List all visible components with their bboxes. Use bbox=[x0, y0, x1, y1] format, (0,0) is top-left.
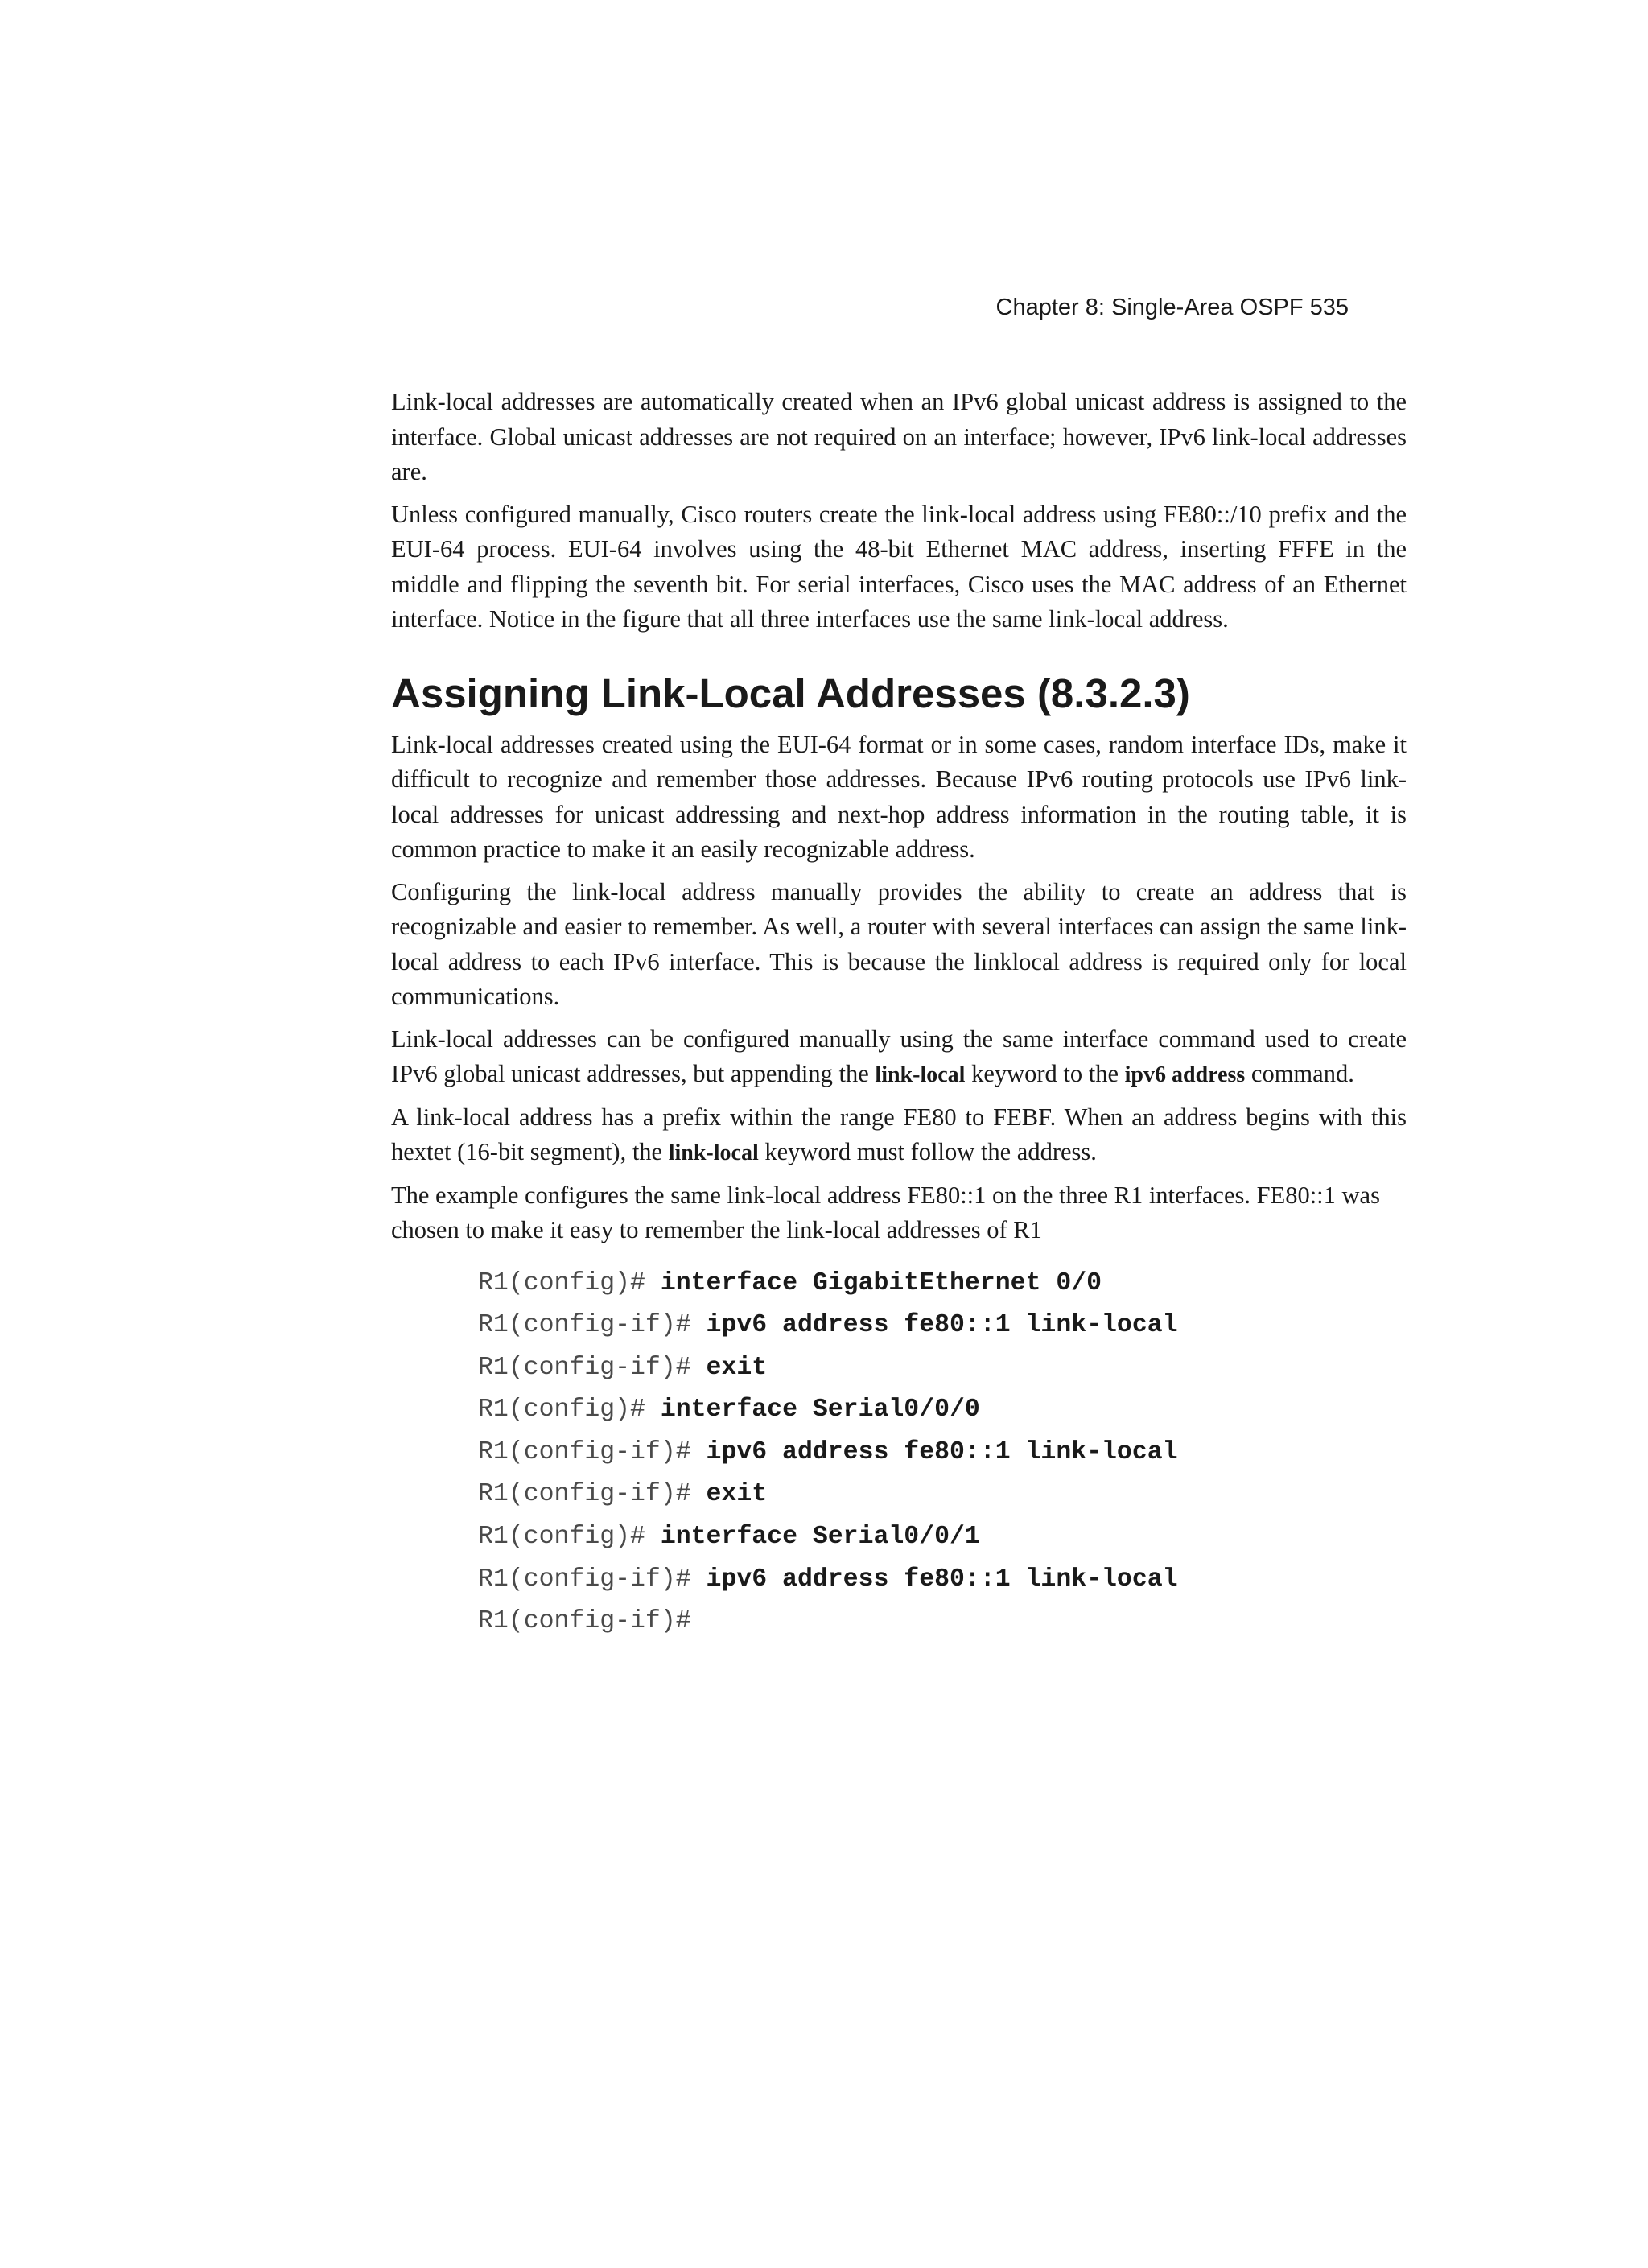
keyword-link-local: link-local bbox=[875, 1062, 966, 1087]
section-paragraph-2: Configuring the link-local address manually provides the ability to create an address that is recognizable and easier to remember. As well, a router with several interfaces can assign the same link-local address to each IPv6 interface. This is because the linklocal address is required only for local communications. bbox=[391, 877, 1407, 1010]
cli-prompt: R1(config-if)# bbox=[478, 1353, 707, 1382]
code-line bbox=[478, 1305, 1407, 1347]
paragraph-text: Link-local addresses can be configured manually using the same interface command used to create IPv6 global unicast addresses, but appending the bbox=[391, 1025, 1407, 1087]
intro-paragraph-1: Link-local addresses are automatically created when an IPv6 global unicast address is assigned to the interface. Global unicast addresses are not required on an interface; however, IPv6 link-local addresses are. bbox=[391, 388, 1407, 485]
code-line bbox=[478, 1516, 1407, 1559]
cli-prompt: R1(config)# bbox=[478, 1396, 661, 1425]
cli-command: ipv6 address fe80::1 link-local bbox=[706, 1311, 1178, 1340]
code-line bbox=[478, 1601, 1407, 1643]
cli-prompt: R1(config-if)# bbox=[478, 1565, 707, 1594]
page-body bbox=[391, 385, 1407, 1643]
code-line bbox=[478, 1474, 1407, 1516]
section-paragraph-3 bbox=[391, 1022, 1407, 1093]
intro-paragraph-2: Unless configured manually, Cisco routers create the link-local address using FE80::/10 prefix and the EUI-64 process. EUI-64 involves using the 48-bit Ethernet MAC address, inserting FFFE in the middle and flipping the seventh bit. For serial interfaces, Cisco uses the MAC address of an Ethernet interface. Notice in the figure that all three interfaces use the same link-local address. bbox=[391, 500, 1407, 633]
cli-prompt: R1(config)# bbox=[478, 1523, 661, 1552]
paragraph-text: command. bbox=[1245, 1060, 1354, 1087]
cli-command: ipv6 address fe80::1 link-local bbox=[706, 1565, 1178, 1594]
cli-command: ipv6 address fe80::1 link-local bbox=[706, 1437, 1178, 1466]
cli-command: exit bbox=[706, 1480, 768, 1509]
cli-prompt: R1(config)# bbox=[478, 1268, 661, 1297]
cli-prompt: R1(config-if)# bbox=[478, 1607, 691, 1636]
cli-prompt: R1(config-if)# bbox=[478, 1437, 707, 1466]
cli-command: exit bbox=[706, 1353, 768, 1382]
cli-config-example bbox=[478, 1263, 1407, 1643]
section-paragraph-5: The example configures the same link-local address FE80::1 on the three R1 interfaces. FE80::1 was chosen to make it easy to remember the link-local addresses of R1 bbox=[391, 1181, 1380, 1243]
cli-command: interface Serial0/0/0 bbox=[660, 1396, 980, 1425]
cli-command: interface Serial0/0/1 bbox=[660, 1523, 980, 1552]
code-line bbox=[478, 1559, 1407, 1602]
section-heading: Assigning Link-Local Addresses (8.3.2.3) bbox=[391, 670, 1190, 716]
section-paragraph-1: Link-local addresses created using the EUI-64 format or in some cases, random interface IDs, make it difficult to recognize and remember those addresses. Because IPv6 routing protocols use IPv6 link-local addresses for unicast addressing and next-hop address information in the routing table, it is common practice to make it an easily recognizable address. bbox=[391, 730, 1407, 863]
code-line bbox=[478, 1347, 1407, 1390]
cli-command: interface GigabitEthernet 0/0 bbox=[660, 1268, 1102, 1297]
paragraph-text: keyword must follow the address. bbox=[758, 1138, 1097, 1165]
cli-prompt: R1(config-if)# bbox=[478, 1480, 707, 1509]
code-line bbox=[478, 1263, 1407, 1305]
paragraph-text: A link-local address has a prefix within the range FE80 to FEBF. When an address begins with this hextet (16-bit segment), the bbox=[391, 1103, 1407, 1165]
cli-prompt: R1(config-if)# bbox=[478, 1311, 707, 1340]
running-head: Chapter 8: Single-Area OSPF 535 bbox=[995, 295, 1349, 320]
keyword-link-local: link-local bbox=[668, 1140, 759, 1165]
paragraph-text: keyword to the bbox=[965, 1060, 1125, 1087]
code-line bbox=[478, 1389, 1407, 1432]
keyword-ipv6-address: ipv6 address bbox=[1124, 1062, 1246, 1087]
section-paragraph-4 bbox=[391, 1100, 1407, 1171]
code-line bbox=[478, 1432, 1407, 1474]
